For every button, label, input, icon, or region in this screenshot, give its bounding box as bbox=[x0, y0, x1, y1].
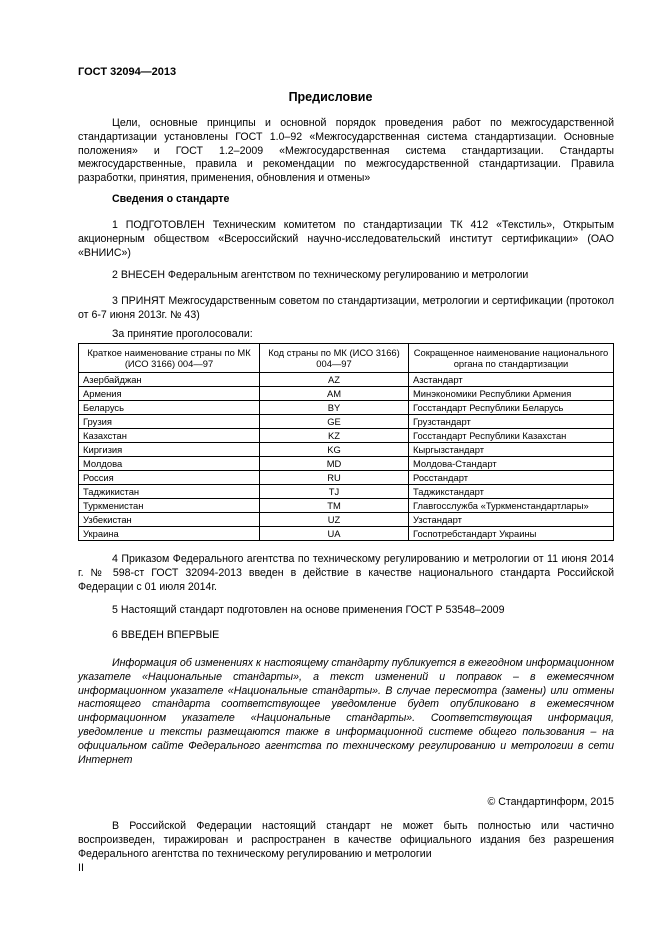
cell-country: Украина bbox=[79, 527, 260, 541]
table-row bbox=[79, 485, 614, 499]
table-header-row bbox=[79, 344, 614, 373]
cell-country: Грузия bbox=[79, 415, 260, 429]
rights-paragraph: В Российской Федерации настоящий стандарт не может быть полностью или частично воспроизведен, тиражирован и распространен в качестве официального издания без разрешения Федерального агентства по техническому регулированию и метрологии bbox=[78, 820, 614, 860]
cell-agency: Азстандарт bbox=[409, 373, 614, 387]
item-adopted: 3 ПРИНЯТ Межгосударственным советом по стандартизации, метрологии и сертификации (протокол от 6-7 июня 2013г. № 43) bbox=[78, 295, 614, 321]
document-number: ГОСТ 32094—2013 bbox=[78, 66, 177, 78]
table-row bbox=[79, 499, 614, 513]
table-row bbox=[79, 387, 614, 401]
item-based-on: 5 Настоящий стандарт подготовлен на основе применения ГОСТ Р 53548–2009 bbox=[112, 604, 505, 616]
voting-table bbox=[78, 343, 614, 541]
header-code: Код страны по МК (ИСО 3166) 004—97 bbox=[260, 344, 409, 373]
cell-agency: Минэкономики Республики Армения bbox=[409, 387, 614, 401]
cell-country: Россия bbox=[79, 471, 260, 485]
info-heading: Сведения о стандарте bbox=[112, 193, 230, 205]
page-number: II bbox=[78, 862, 84, 874]
cell-country: Узбекистан bbox=[79, 513, 260, 527]
table-row bbox=[79, 443, 614, 457]
copyright: © Стандартинформ, 2015 bbox=[487, 796, 614, 808]
cell-code: AZ bbox=[260, 373, 409, 387]
item-order: 4 Приказом Федерального агентства по техническому регулированию и метрологии от 11 июня 2014 г. № 598-ст ГОСТ 32094-2013 введен в действие в качестве национального стандарта Российской Федерации с 01 июля 2014г. bbox=[78, 553, 614, 593]
table-row bbox=[79, 429, 614, 443]
cell-agency: Росстандарт bbox=[409, 471, 614, 485]
cell-code: KZ bbox=[260, 429, 409, 443]
cell-agency: Грузстандарт bbox=[409, 415, 614, 429]
table-row bbox=[79, 373, 614, 387]
header-agency: Сокращенное наименование национального органа по стандартизации bbox=[409, 344, 614, 373]
cell-country: Молдова bbox=[79, 457, 260, 471]
cell-agency: Молдова-Стандарт bbox=[409, 457, 614, 471]
table-row bbox=[79, 527, 614, 541]
cell-country: Казахстан bbox=[79, 429, 260, 443]
table-row bbox=[79, 471, 614, 485]
cell-code: RU bbox=[260, 471, 409, 485]
cell-code: GE bbox=[260, 415, 409, 429]
item-prepared: 1 ПОДГОТОВЛЕН Техническим комитетом по стандартизации ТК 412 «Текстиль», Открытым акционерным обществом «Всероссийский научно-исследовательский институт сертификации» (ОАО «ВНИИС») bbox=[78, 219, 614, 259]
item-first: 6 ВВЕДЕН ВПЕРВЫЕ bbox=[112, 629, 220, 641]
intro-paragraph: Цели, основные принципы и основной порядок проведения работ по межгосударственной стандартизации установлены ГОСТ 1.0–92 «Межгосударственная система стандартизации. Основные положения» и ГОСТ 1.2–2009 «Межгосударственная система стандартизации. Стандарты межгосударственные, правила и рекомендации по межгосударственной стандартизации. Правила разработки, принятия, применения, обновления и отмены» bbox=[78, 117, 614, 185]
cell-agency: Главгосслужба «Туркменстандартлары» bbox=[409, 499, 614, 513]
item-introduced: 2 ВНЕСЕН Федеральным агентством по техническому регулированию и метрологии bbox=[112, 269, 529, 281]
cell-country: Армения bbox=[79, 387, 260, 401]
cell-code: BY bbox=[260, 401, 409, 415]
table-row bbox=[79, 457, 614, 471]
cell-agency: Госпотребстандарт Украины bbox=[409, 527, 614, 541]
cell-code: TM bbox=[260, 499, 409, 513]
cell-agency: Кыргызстандарт bbox=[409, 443, 614, 457]
cell-code: MD bbox=[260, 457, 409, 471]
table-row bbox=[79, 513, 614, 527]
page-title: Предисловие bbox=[288, 90, 373, 104]
voted-label: За принятие проголосовали: bbox=[112, 328, 253, 340]
cell-country: Киргизия bbox=[79, 443, 260, 457]
cell-country: Азербайджан bbox=[79, 373, 260, 387]
cell-agency: Госстандарт Республики Беларусь bbox=[409, 401, 614, 415]
cell-code: TJ bbox=[260, 485, 409, 499]
cell-agency: Таджикстандарт bbox=[409, 485, 614, 499]
cell-agency: Узстандарт bbox=[409, 513, 614, 527]
cell-agency: Госстандарт Республики Казахстан bbox=[409, 429, 614, 443]
cell-country: Туркменистан bbox=[79, 499, 260, 513]
header-country: Краткое наименование страны по МК (ИСО 3166) 004—97 bbox=[79, 344, 260, 373]
table-row bbox=[79, 415, 614, 429]
cell-code: UA bbox=[260, 527, 409, 541]
cell-code: KG bbox=[260, 443, 409, 457]
cell-country: Беларусь bbox=[79, 401, 260, 415]
notice-paragraph: Информация об изменениях к настоящему стандарту публикуется в ежегодном информационном указателе «Национальные стандарты», а текст изменений и поправок – в ежемесячном информационном указателе «Национальные стандарты». В случае пересмотра (замены) или отмены настоящего стандарта соответствующее уведомление будет опубликовано в ежемесячном информационном указателе «Национальные стандарты». Соответствующая информация, уведомление и тексты размещаются также в информационной системе общего пользования – на официальном сайте Федерального агентства по техническому регулированию и метрологии в сети Интернет bbox=[78, 657, 614, 766]
cell-code: UZ bbox=[260, 513, 409, 527]
cell-code: AM bbox=[260, 387, 409, 401]
table-row bbox=[79, 401, 614, 415]
cell-country: Таджикистан bbox=[79, 485, 260, 499]
